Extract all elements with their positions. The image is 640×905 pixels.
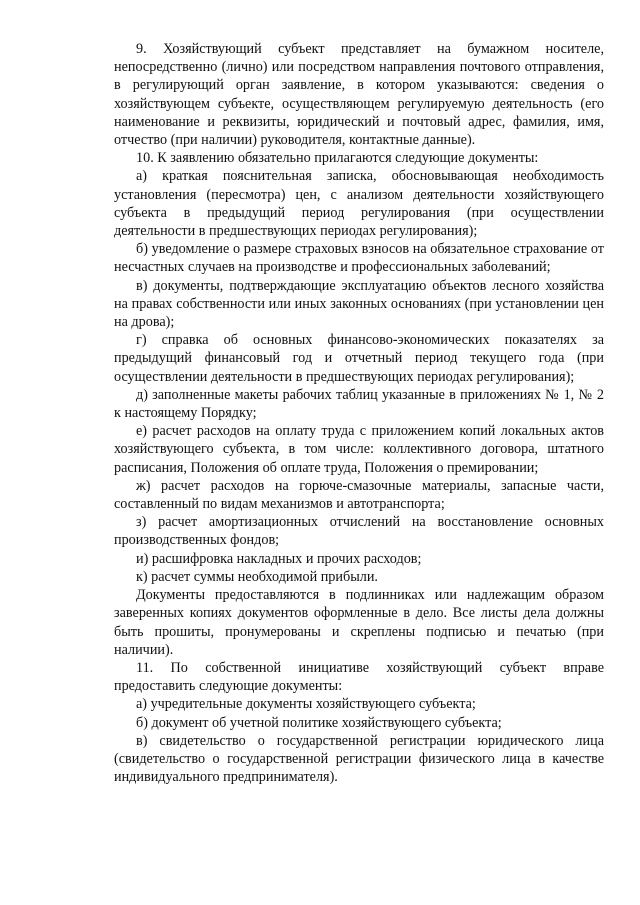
paragraph-11-intro: 11. По собственной инициативе хозяйствующий субъект вправе предоставить следующие документы: xyxy=(114,659,604,695)
document-body xyxy=(114,40,604,786)
optional-item-v: в) свидетельство о государственной регистрации юридического лица (свидетельство о государственной регистрации физического лица в качестве индивидуального предпринимателя). xyxy=(114,732,604,786)
paragraph-10-intro: 10. К заявлению обязательно прилагаются следующие документы: xyxy=(136,150,539,167)
list-item-k: к) расчет суммы необходимой прибыли. xyxy=(136,568,378,585)
optional-item-a: а) учредительные документы хозяйствующего субъекта; xyxy=(136,696,476,713)
list-item-g: г) справка об основных финансово-экономических показателях за предыдущий финансовый год и отчетный период текущего года (при осуществлении деятельности в предшествующих периодах регулирования); xyxy=(114,332,604,385)
list-item-b: б) уведомление о размере страховых взносов на обязательное страхование от несчастных случаев на производстве и профессиональных заболеваний; xyxy=(114,241,604,276)
optional-item-b: б) документ об учетной политике хозяйствующего субъекта; xyxy=(136,714,502,731)
list-item-zh: ж) расчет расходов на горюче-смазочные материалы, запасные части, составленный по видам механизмов и автотранспорта; xyxy=(114,477,604,513)
paragraph-9: 9. Хозяйствующий субъект представляет на бумажном носителе, непосредственно (лично) или посредством направления почтового отправления, в регулирующий орган заявление, в котором указываются: сведения о хозяйствующем субъекте, осуществляющем регулируемую деятельность (его наименование и реквизиты, юридический и почтовый адрес, фамилия, имя, отчество (при наличии) руководителя, контактные данные). xyxy=(114,41,604,149)
list-item-z: з) расчет амортизационных отчислений на восстановление основных производственных фондов; xyxy=(114,514,604,549)
list-item-d: д) заполненные макеты рабочих таблиц указанные в приложениях № 1, № 2 к настоящему Порядку; xyxy=(114,386,604,422)
list-item-v: в) документы, подтверждающие эксплуатацию объектов лесного хозяйства на правах собственности или иных законных основаниях (при установлении цен на дрова); xyxy=(114,277,604,331)
list-item-a: а) краткая пояснительная записка, обосновывающая необходимость установления (пересмотра) цен, с анализом деятельности хозяйствующего субъекта в предыдущий период регулирования (при осуществлении деятельности в предшествующих периодах регулирования); xyxy=(114,168,604,240)
list-item-e: е) расчет расходов на оплату труда с приложением копий локальных актов хозяйствующего субъекта, в том числе: коллективного договора, штатного расписания, Положения об оплате труда, Положения о премировании; xyxy=(114,423,604,476)
list-item-i: и) расшифровка накладных и прочих расходов; xyxy=(136,550,422,567)
documents-requirements-paragraph: Документы предоставляются в подлинниках или надлежащим образом заверенных копиях документов оформленные в дело. Все листы дела должны быть прошиты, пронумерованы и скреплены подписью и печатью (при наличии). xyxy=(114,587,604,658)
